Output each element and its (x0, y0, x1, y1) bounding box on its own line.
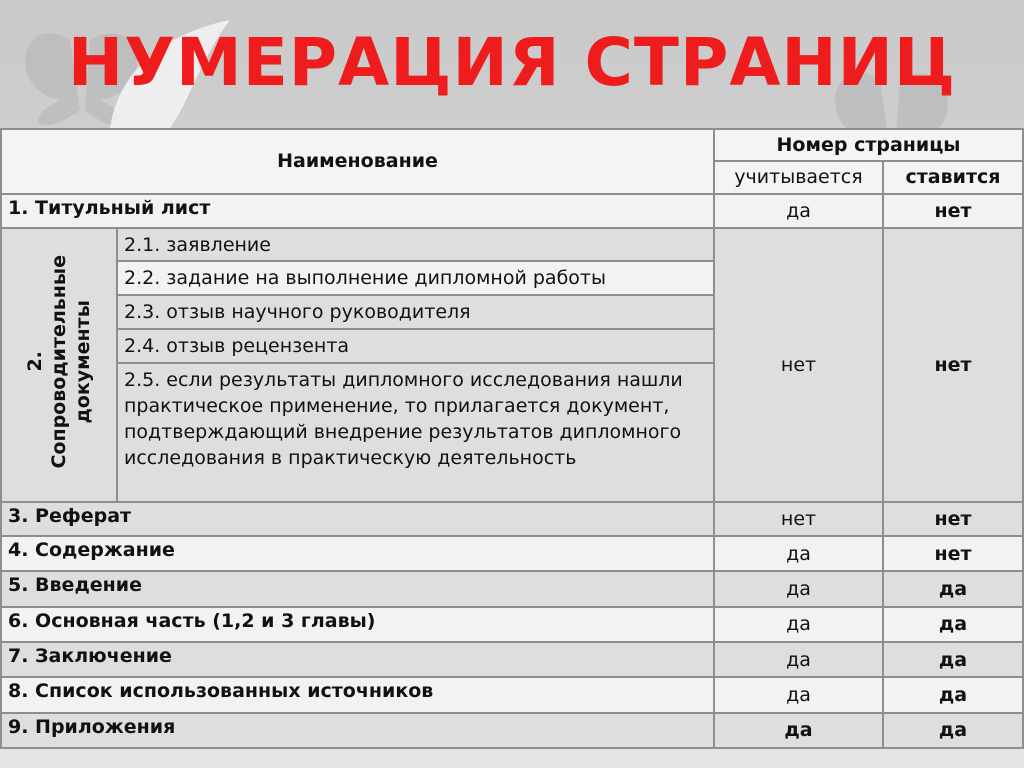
page-title: НУМЕРАЦИЯ СТРАНИЦ (67, 24, 957, 101)
group-item-cell: 2.1. заявление (117, 228, 714, 261)
header-printed-cell: ставится (883, 161, 1023, 193)
row-printed-cell: да (883, 607, 1023, 642)
row-counted-cell: да (714, 607, 883, 642)
row-counted-cell: да (714, 642, 883, 677)
row-counted-cell: нет (714, 502, 883, 536)
table-row (1, 502, 1023, 536)
table-row (1, 642, 1023, 677)
group-item-cell: 2.5. если результаты дипломного исследования нашли практическое применение, то прилагается документ, подтверждающий внедрение результатов дипломного исследования в практическую деятельность (117, 363, 714, 501)
group-item-cell: 2.4. отзыв рецензента (117, 329, 714, 363)
row-printed-cell: да (883, 642, 1023, 677)
row-counted-cell: да (714, 677, 883, 712)
group-label-cell (1, 228, 117, 502)
row-name-cell: 5. Введение (1, 571, 714, 606)
row-name-cell: 6. Основная часть (1,2 и 3 главы) (1, 607, 714, 642)
row-printed-cell: да (883, 571, 1023, 606)
row-name-cell: 1. Титульный лист (1, 194, 714, 228)
group-label-line: Сопроводительные (48, 255, 70, 470)
group-row (1, 228, 1023, 261)
table-row (1, 536, 1023, 571)
page-numbering-table (0, 128, 1024, 749)
group-label-line: документы (72, 300, 94, 424)
group-label (23, 255, 95, 469)
row-name-cell: 7. Заключение (1, 642, 714, 677)
row-printed-cell: нет (883, 194, 1023, 228)
row-counted-cell: да (714, 194, 883, 228)
row-name-cell: 4. Содержание (1, 536, 714, 571)
table-row (1, 677, 1023, 712)
row-printed-cell: нет (883, 536, 1023, 571)
group-item-cell: 2.2. задание на выполнение дипломной работы (117, 261, 714, 294)
table-row (1, 607, 1023, 642)
header-page-number-cell: Номер страницы (714, 129, 1023, 161)
group-printed-cell: нет (883, 228, 1023, 502)
table-row (1, 571, 1023, 606)
header-name-cell: Наименование (1, 129, 714, 194)
row-printed-cell: да (883, 677, 1023, 712)
row-counted-cell: да (714, 536, 883, 571)
table-row (1, 713, 1023, 748)
row-counted-cell: да (714, 571, 883, 606)
row-printed-cell: да (883, 713, 1023, 748)
group-label-line: 2. (24, 352, 46, 373)
row-name-cell: 8. Список использованных источников (1, 677, 714, 712)
group-item-cell: 2.3. отзыв научного руководителя (117, 295, 714, 329)
header-row (1, 129, 1023, 161)
table-row (1, 194, 1023, 228)
group-counted-cell: нет (714, 228, 883, 502)
row-name-cell: 3. Реферат (1, 502, 714, 536)
row-name-cell: 9. Приложения (1, 713, 714, 748)
row-printed-cell: нет (883, 502, 1023, 536)
row-counted-cell: да (714, 713, 883, 748)
header-counted-cell: учитывается (714, 161, 883, 193)
